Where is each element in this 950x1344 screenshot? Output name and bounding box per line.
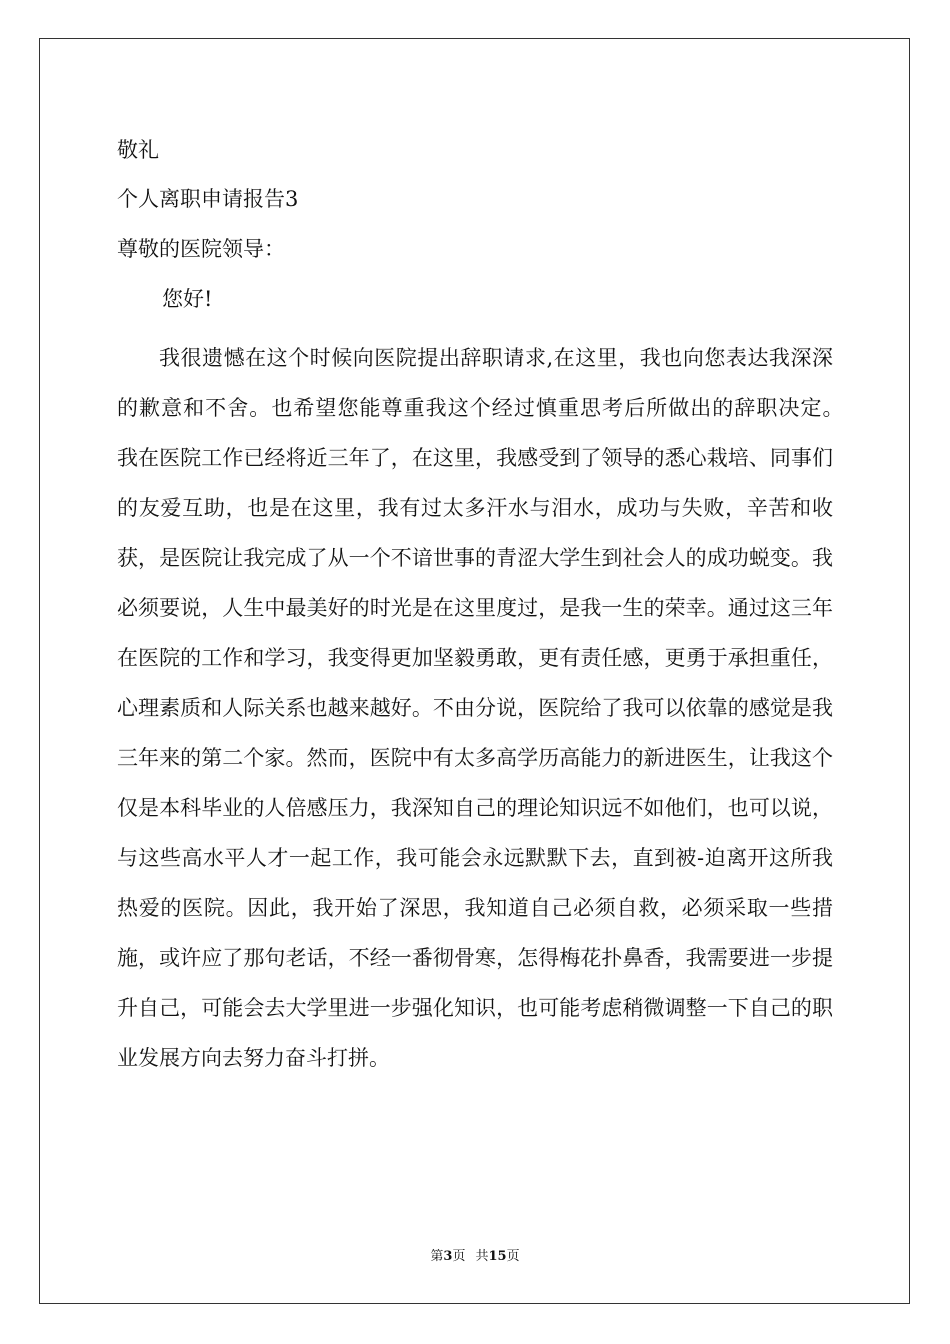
page-footer [0,1249,950,1265]
body-paragraph: 我很遗憾在这个时候向医院提出辞职请求,在这里，我也向您表达我深深的歉意和不舍。也希望您能尊重我这个经过慎重思考后所做出的辞职决定。 我在医院工作已经将近三年了，在这里，我感受到了领导的悉心栽培、同事们的友爱互助，也是在这里，我有过太多汗水与泪水，成功与失败，辛苦和收获，是医院让我完成了从一个不谙世事的青涩大学生到社会人的成功蜕变。我必须要说，人生中最美好的时光是在这里度过，是我一生的荣幸。通过这三年在医院的工作和学习，我变得更加坚毅勇敢，更有责任感，更勇于承担重任，心理素质和人际关系也越来越好。不由分说，医院给了我可以依靠的感觉是我三年来的第二个家。然而，医院中有太多高学历高能力的新进医生，让我这个仅是本科毕业的人倍感压力，我深知自己的理论知识远不如他们，也可以说，与这些高水平人才一起工作，我可能会永远默默下去，直到被-迫离开这所我热爱的医院。因此，我开始了深思，我知道自己必须自救，必须采取一些措施，或许应了那句老话，不经一番彻骨寒，怎得梅花扑鼻香，我需要进一步提升自己，可能会去大学里进一步强化知识，也可能考虑稍微调整一下自己的职业发展方向去努力奋斗打拼。 [117,346,875,1070]
footer-page-number: 3 [443,1249,453,1264]
greeting: 您好! [162,287,213,311]
closing-text: 敬礼 [117,138,159,162]
footer-total-suffix: 页 [506,1249,520,1264]
footer-total-prefix: 共 [475,1249,489,1264]
report-heading: 个人离职申请报告3 [117,187,299,211]
footer-total-pages: 15 [488,1249,507,1264]
footer-page-suffix: 页 [452,1249,466,1264]
footer-page-prefix: 第 [430,1249,444,1264]
salutation: 尊敬的医院领导： [117,237,285,261]
